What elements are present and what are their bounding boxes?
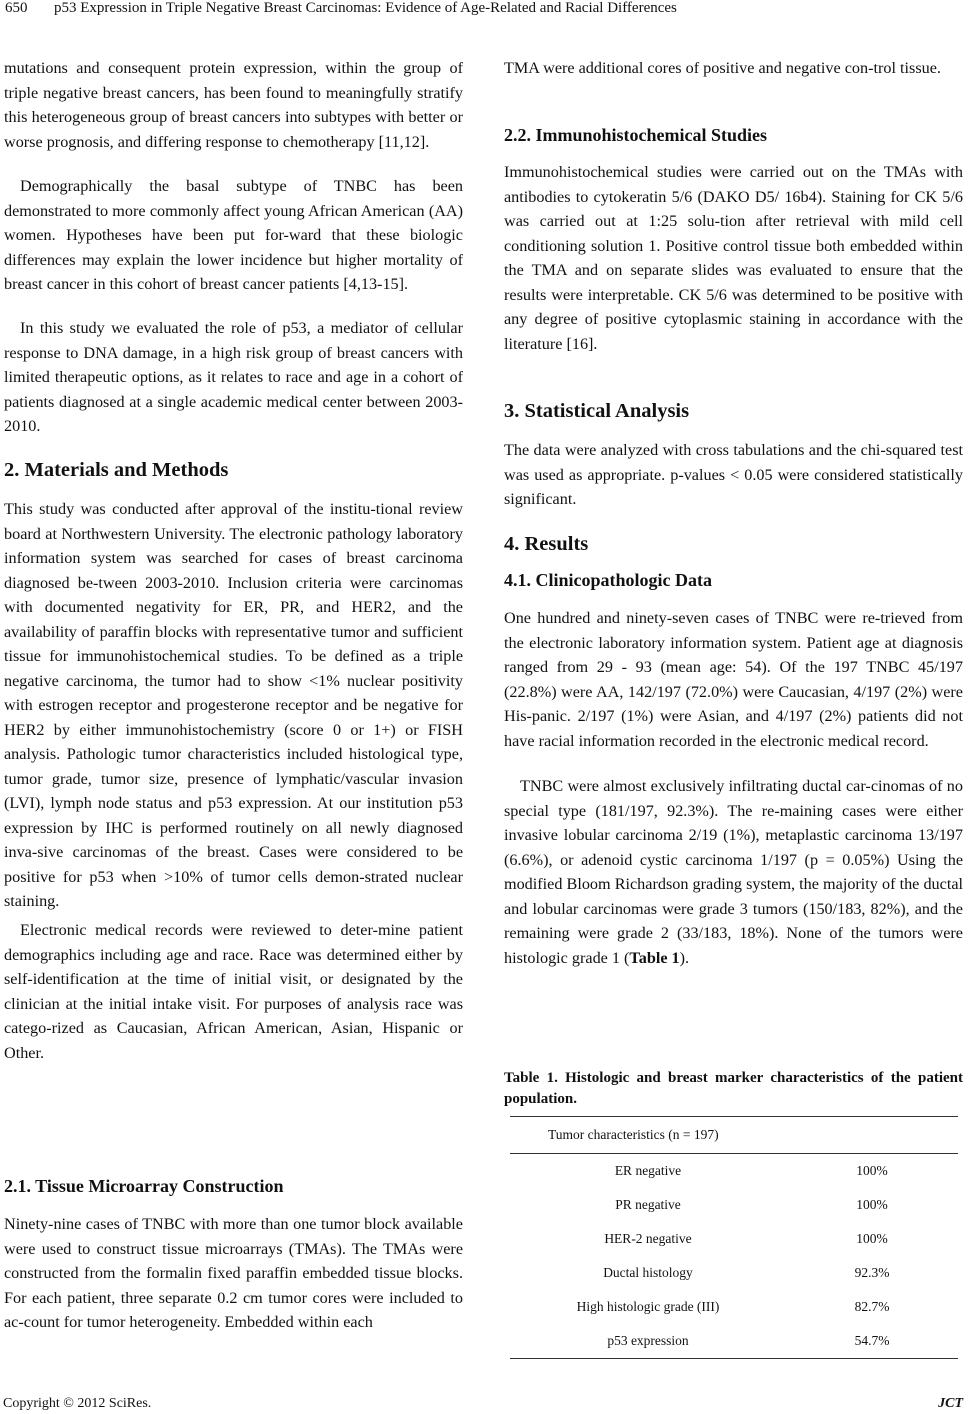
- table-header: Tumor characteristics (n = 197): [510, 1117, 958, 1154]
- row-label: PR negative: [615, 1197, 681, 1212]
- characteristics-table: [510, 1116, 958, 1359]
- table-row: [510, 1188, 958, 1222]
- section-heading: 2. Materials and Methods: [4, 459, 229, 481]
- copyright-notice: Copyright © 2012 SciRes.: [3, 1396, 152, 1411]
- row-label: ER negative: [614, 1163, 682, 1178]
- paragraph: This study was conducted after approval of the institu-tional review board at Northwestern University. The electronic pathology laboratory information system was searched for cases of breast carcinoma diagnosed be-tween 2003-2010. Inclusion criteria were carcinomas with documented negativity for ER, PR, and HER2, and the availability of paraffin blocks with representative tumor and sufficient tissue for immunohistochemical studies. To be defined as a triple negative carcinoma, the tumor had to show <1% nuclear positivity with estrogen receptor and progesterone receptor and be negative for HER2 by either immunohistochemistry (score 0 or 1+) or FISH analysis. Pathologic tumor characteristics included histological type, tumor grade, tumor size, presence of lymphatic/vascular invasion (LVI), lymph node status and p53 expression. At our institution p53 expression by IHC is performed routinely on all newly diagnosed inva-sive carcinomas of the breast. Cases were considered to be positive for p53 when >10% of tumor cells demon-strated nuclear staining.: [4, 500, 463, 910]
- paragraph-end: ).: [679, 948, 690, 967]
- row-label: HER-2 negative: [604, 1231, 692, 1246]
- section-heading: 4. Results: [504, 533, 589, 555]
- table-row: [510, 1256, 958, 1290]
- paragraph: Immunohistochemical studies were carried out on the TMAs with antibodies to cytokeratin 5/6 (DAKO D5/ 16b4). Staining for CK 5/6 was carried out at 1:25 solu-tion after retrieval with mild cell conditioning solution 1. Positive control tissue both embedded within the TMA and on separate slides was evaluated to ensure that the results were interpretable. CK 5/6 was determined to be positive with any degree of positive cytoplasmic staining in accordance with the literature [16].: [504, 163, 963, 353]
- paragraph: TMA were additional cores of positive and negative con-trol tissue.: [504, 59, 941, 77]
- journal-abbreviation: JCT: [938, 1396, 963, 1411]
- paragraph: Ninety-nine cases of TNBC with more than one tumor block available were used to construct tissue microarrays (TMAs). The TMAs were constructed from the formalin fixed paraffin embedded tissue blocks. For each patient, three separate 0.2 cm tumor cores were included to ac-count for tumor heterogeneity. Embedded within each: [4, 1215, 463, 1331]
- paragraph: Demographically the basal subtype of TNBC has been demonstrated to more commonly affect young African American (AA) women. Hypotheses have been put for-ward that these biologic differences may explain the lower incidence but higher mortality of breast cancer in this cohort of breast cancer patients [4,13-15].: [4, 177, 463, 293]
- table-row: [510, 1154, 958, 1189]
- subsection-heading: 2.1. Tissue Microarray Construction: [4, 1176, 284, 1196]
- paragraph: mutations and consequent protein expression, within the group of triple negative breast cancers, has been found to meaningfully stratify this heterogeneous group of breast cancers into subtypes with better or worse prognosis, and differing response to chemotherapy [11,12].: [4, 59, 463, 151]
- table-caption: Table 1. Histologic and breast marker characteristics of the patient population.: [504, 1070, 963, 1107]
- paragraph: One hundred and ninety-seven cases of TNBC were re-trieved from the electronic laboratory information system. Patient age at diagnosis ranged from 29 - 93 (mean age: 54). Of the 197 TNBC 45/197 (22.8%) were AA, 142/197 (72.0%) were Caucasian, 4/197 (2%) were His-panic. 2/197 (1%) were Asian, and 4/197 (2%) patients did not have racial information recorded in the electronic medical record.: [504, 609, 963, 750]
- row-value: 92.3%: [854, 1265, 890, 1280]
- paragraph-text: TNBC were almost exclusively infiltrating ductal car-cinomas of no special type (181/197, 92.3%). The re-maining cases were either invasive lobular carcinoma 2/19 (1%), metaplastic carcinoma 13/197 (6.6%), or adenoid cystic carcinoma 1/197 (p = 0.05%) Using the modified Bloom Richardson grading system, the majority of the ductal and lobular carcinomas were grade 3 tumors (150/183, 82%), and the remaining were grade 2 (33/183, 18%). None of the tumors were histologic grade 1 (: [504, 777, 963, 967]
- subsection-heading: 4.1. Clinicopathologic Data: [504, 570, 713, 590]
- running-header: [0, 0, 969, 28]
- row-value: 100%: [856, 1163, 888, 1178]
- table-row: [510, 1222, 958, 1256]
- running-title: p53 Expression in Triple Negative Breast Carcinomas: Evidence of Age-Related and Racial Differences: [54, 0, 677, 16]
- row-label: p53 expression: [510, 1324, 786, 1359]
- row-value: 100%: [856, 1197, 888, 1212]
- table-reference-link[interactable]: Table 1: [629, 948, 680, 967]
- paragraph: [504, 774, 963, 970]
- row-value: 100%: [856, 1231, 888, 1246]
- paragraph: The data were analyzed with cross tabulations and the chi-squared test was used as appropriate. p-values < 0.05 were considered statistically significant.: [504, 441, 963, 508]
- row-value: 54.7%: [786, 1324, 958, 1359]
- row-value: 82.7%: [854, 1299, 890, 1314]
- subsection-heading: 2.2. Immunohistochemical Studies: [504, 125, 768, 145]
- table-row: [510, 1324, 958, 1359]
- row-label: Ductal histology: [603, 1265, 693, 1280]
- section-heading: 3. Statistical Analysis: [504, 400, 690, 422]
- paragraph: In this study we evaluated the role of p53, a mediator of cellular response to DNA damage, in a high risk group of breast cancers with limited therapeutic options, as it relates to race and age in a cohort of patients diagnosed at a single academic medical center between 2003-2010.: [4, 319, 463, 435]
- paragraph: Electronic medical records were reviewed to deter-mine patient demographics including age and race. Race was determined either by self-identification at the time of initial visit, or designated by the clinician at the initial intake visit. For purposes of analysis race was catego-rized as Caucasian, African American, Asian, Hispanic or Other.: [4, 921, 463, 1062]
- table-row: [510, 1290, 958, 1324]
- row-label: High histologic grade (III): [576, 1299, 720, 1314]
- page-number: 650: [5, 0, 28, 16]
